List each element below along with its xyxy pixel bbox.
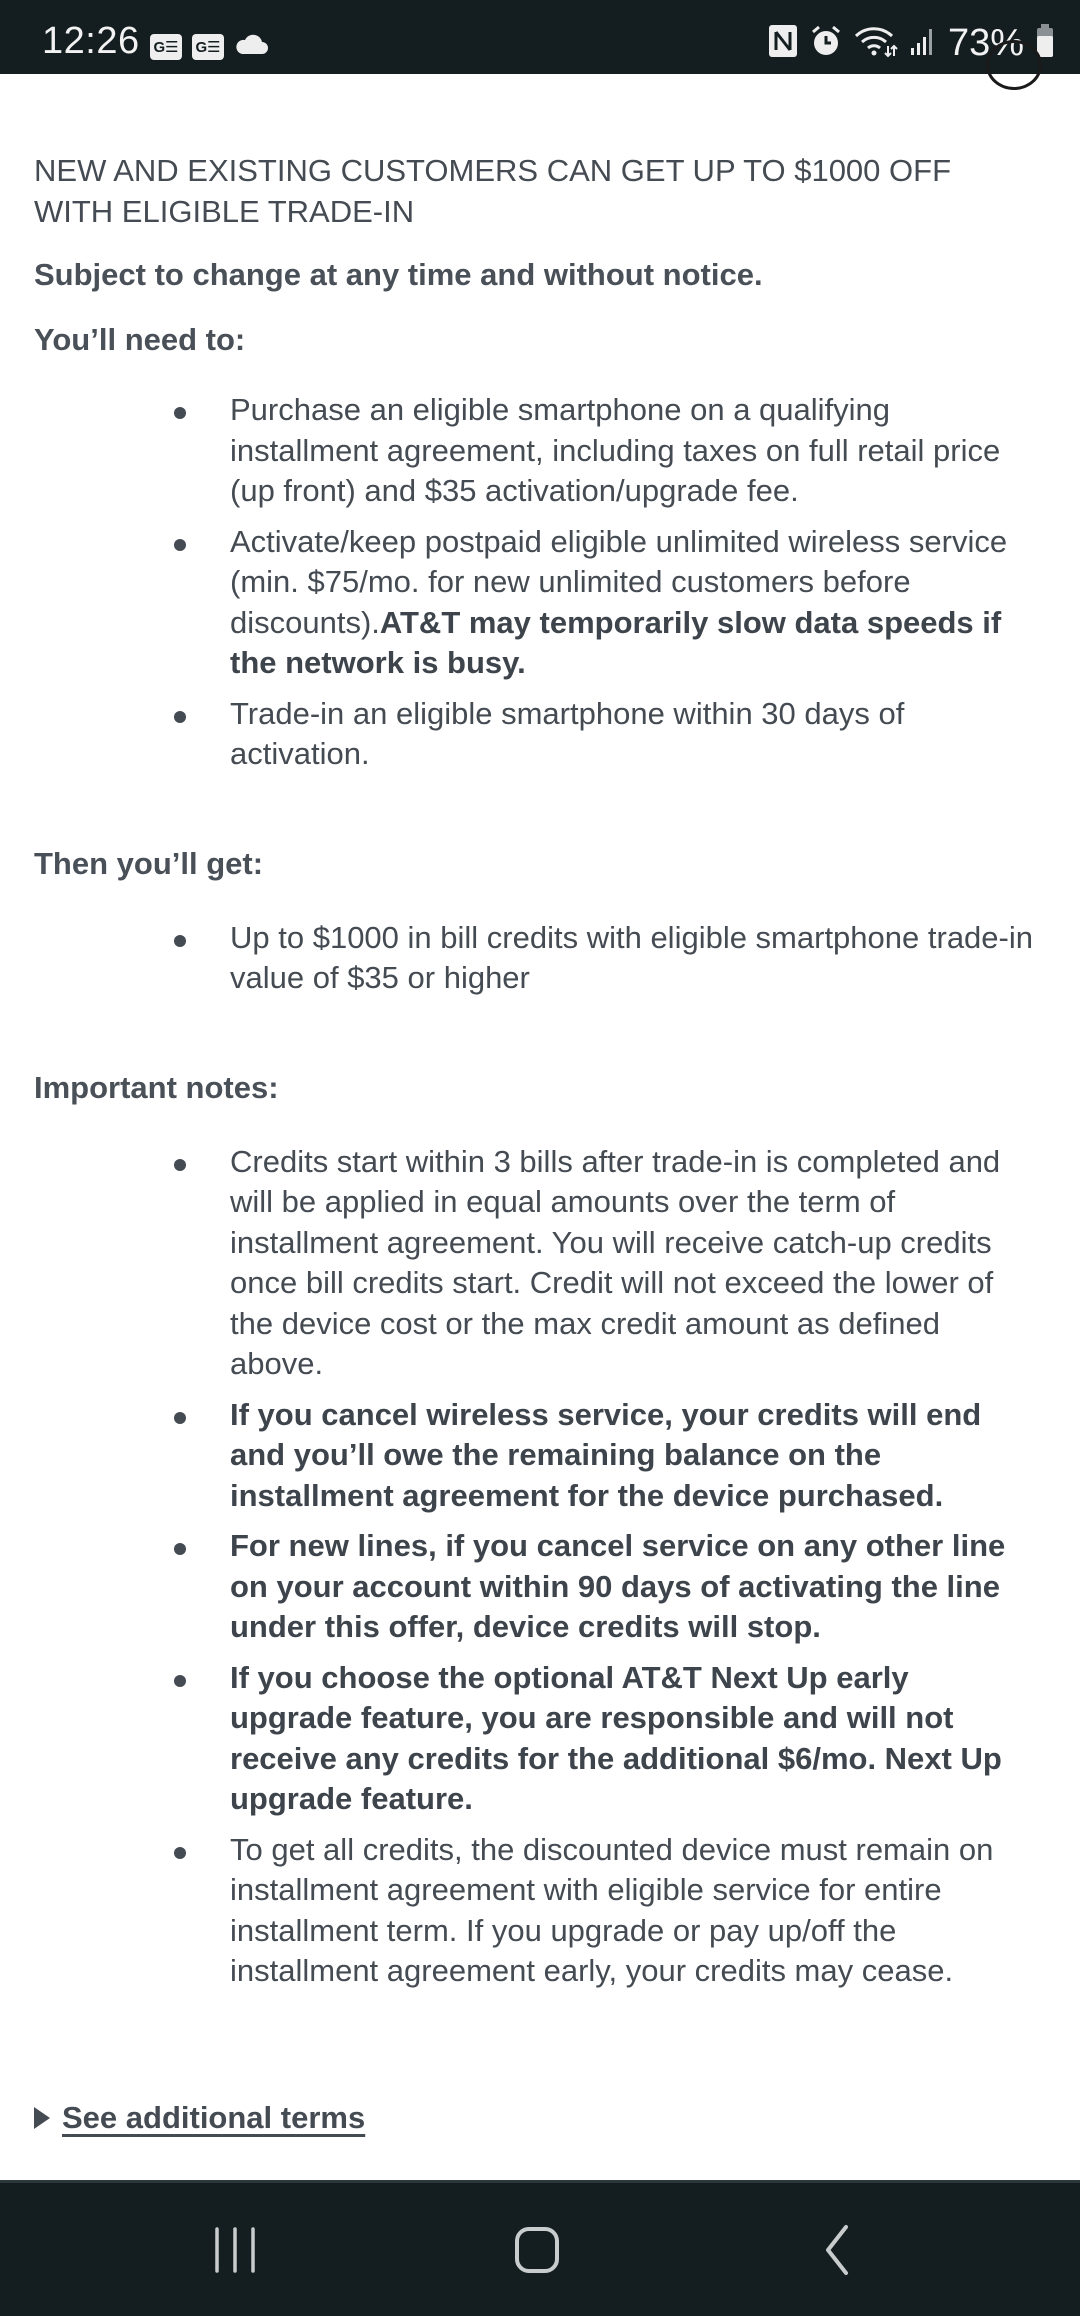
recent-apps-icon bbox=[205, 2223, 265, 2283]
signal-icon bbox=[910, 26, 936, 61]
section-title-need-to: You’ll need to: bbox=[34, 322, 246, 357]
cloud-icon bbox=[234, 32, 268, 61]
home-button[interactable] bbox=[505, 2223, 565, 2283]
disclaimer-text: Subject to change at any time and without notice. bbox=[34, 257, 763, 292]
list-item: Credits start within 3 bills after trade-in is completed and will be applied in equal amounts over the term of installment agreement. You will receive catch-up credits once bill credits start. Credit will not exceed the lower of the device cost or the max credit amount as defined above. bbox=[230, 1142, 1034, 1385]
navigation-bar bbox=[0, 2180, 1080, 2316]
section-title-then-get: Then you’ll get: bbox=[34, 845, 264, 881]
list-item: Purchase an eligible smartphone on a qualifying installment agreement, including taxes on full retail price (up front) and $35 activation/upgrade fee. bbox=[230, 390, 1034, 512]
status-bar bbox=[0, 0, 1080, 74]
expand-triangle-icon bbox=[34, 2107, 50, 2129]
close-button[interactable] bbox=[986, 40, 1042, 90]
ge-notification-icon: G☰ bbox=[150, 34, 182, 60]
then-get-list bbox=[34, 918, 1034, 999]
ge-notification-icon: G☰ bbox=[192, 34, 224, 60]
need-to-list bbox=[34, 390, 1034, 775]
back-button[interactable] bbox=[810, 2223, 870, 2283]
important-notes-list bbox=[34, 1142, 1034, 1992]
offer-terms bbox=[34, 150, 1034, 2002]
back-icon bbox=[810, 2223, 870, 2283]
additional-terms-toggle[interactable] bbox=[34, 2100, 365, 2136]
list-item: If you cancel wireless service, your credits will end and you’ll owe the remaining balance on the installment agreement for the device purchased. bbox=[230, 1395, 1034, 1517]
list-item: Up to $1000 in bill credits with eligible smartphone trade-in value of $35 or higher bbox=[230, 918, 1034, 999]
recent-apps-button[interactable] bbox=[205, 2223, 265, 2283]
list-item: Activate/keep postpaid eligible unlimited wireless service (min. $75/mo. for new unlimited customers before discounts).AT&T may temporarily slow data speeds if the network is busy. bbox=[230, 522, 1034, 684]
offer-headline: NEW AND EXISTING CUSTOMERS CAN GET UP TO $1000 OFF WITH ELIGIBLE TRADE-IN bbox=[34, 153, 952, 229]
alarm-icon bbox=[810, 24, 842, 63]
nfc-icon bbox=[768, 24, 798, 63]
home-icon bbox=[505, 2223, 565, 2283]
list-item: To get all credits, the discounted device must remain on installment agreement with eligible service for entire installment term. If you upgrade or pay up/off the installment agreement early, your credits may cease. bbox=[230, 1830, 1034, 1992]
see-additional-terms-link[interactable]: See additional terms bbox=[62, 2100, 366, 2135]
wifi-icon bbox=[854, 24, 898, 63]
notification-icons bbox=[150, 32, 268, 61]
status-time: 12:26 bbox=[42, 20, 140, 62]
battery-percent: 73% bbox=[947, 22, 1024, 64]
list-item: Trade-in an eligible smartphone within 30 days of activation. bbox=[230, 694, 1034, 775]
list-item: If you choose the optional AT&T Next Up early upgrade feature, you are responsible and will not receive any credits for the additional $6/mo. Next Up upgrade feature. bbox=[230, 1658, 1034, 1820]
section-title-important-notes: Important notes: bbox=[34, 1069, 279, 1105]
list-item: For new lines, if you cancel service on any other line on your account within 90 days of activating the line under this offer, device credits will stop. bbox=[230, 1526, 1034, 1648]
